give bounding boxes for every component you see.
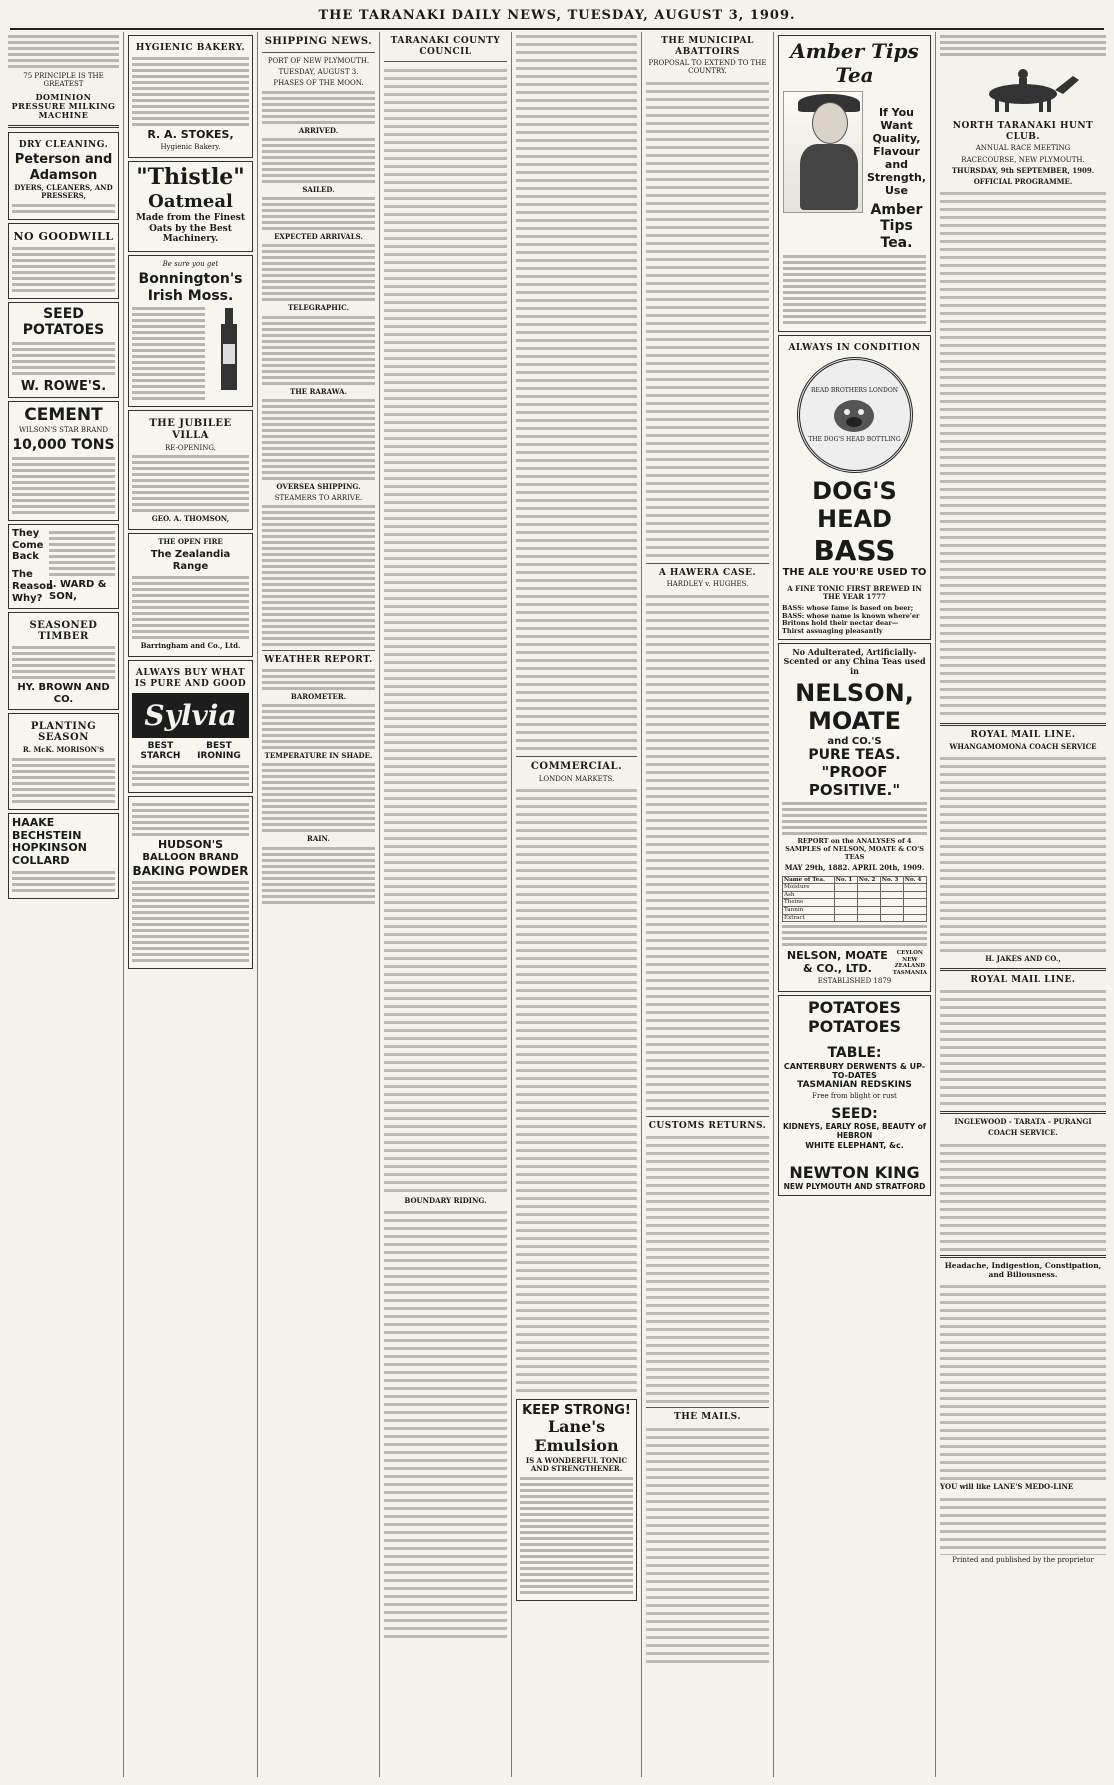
thistle-oatmeal-ad xyxy=(128,161,253,252)
hawera-sub: HARDLEY v. HUGHES. xyxy=(666,580,749,589)
customs-text xyxy=(646,1133,769,1403)
customs-heading: CUSTOMS RETURNS. xyxy=(648,1120,767,1131)
table-header-cell: Name of Tea. xyxy=(783,876,835,884)
no-goodwill-ad xyxy=(8,223,119,299)
open-fire-heading: THE OPEN FIRE xyxy=(158,537,223,547)
barrington-name: Barringham and Co., Ltd. xyxy=(140,641,241,651)
column-6 xyxy=(642,32,774,1777)
bass-heading: BASS xyxy=(813,533,896,567)
table-cell xyxy=(880,914,903,922)
table-row xyxy=(783,906,927,914)
milking-text xyxy=(8,35,119,68)
lanes-medo: YOU will like LANE'S MEDO-LINE xyxy=(940,1482,1074,1492)
milking-heading: DOMINION PRESSURE MILKING MACHINE xyxy=(11,91,116,121)
royal-mail-heading-2: ROYAL MAIL LINE. xyxy=(970,974,1076,985)
lanes-emulsion-ad xyxy=(516,1399,637,1601)
london-heading: LONDON MARKETS. xyxy=(538,774,615,783)
column-3 xyxy=(258,32,380,1777)
table-cell xyxy=(903,906,926,914)
table-cell: Ash xyxy=(783,891,835,899)
tons-heading: 10,000 TONS xyxy=(12,437,115,454)
no-adulterated: No Adulterated, Artificially-Scented or any China Teas used in xyxy=(783,646,926,676)
race-date: THURSDAY, 9th SEPTEMBER, 1909. xyxy=(951,165,1095,175)
table-cell xyxy=(903,891,926,899)
piano-brand-3: HOPKINSON xyxy=(12,841,87,855)
masthead xyxy=(10,8,1104,30)
dogs-head-bottling: THE DOG'S HEAD BOTTLING xyxy=(808,436,901,444)
seed-potatoes-ad xyxy=(8,302,119,398)
hawera-text xyxy=(646,592,769,1112)
racecourse: RACECOURSE, NEW PLYMOUTH. xyxy=(961,155,1085,164)
pure-teas: PURE TEAS. xyxy=(808,747,901,764)
masthead-title: THE TARANAKI DAILY NEWS, TUESDAY, AUGUST 3, 1909. xyxy=(318,8,796,23)
horse-and-rider-icon xyxy=(940,62,1106,112)
royal-mail-text xyxy=(940,987,1106,1107)
proposal-heading: PROPOSAL TO EXTEND TO THE COUNTRY. xyxy=(648,59,767,76)
jubilee-heading: THE JUBILEE VILLA xyxy=(149,418,232,441)
hudsons-heading: HUDSON'S xyxy=(157,837,224,851)
they-come-back: They Come Back xyxy=(12,527,44,563)
table-header-cell: No. 2 xyxy=(857,876,880,884)
mails-text xyxy=(646,1425,769,1665)
column-5 xyxy=(512,32,642,1777)
meeting-heading: ANNUAL RACE MEETING xyxy=(975,144,1071,153)
established: ESTABLISHED 1879 xyxy=(817,977,892,986)
coach-heading: COACH SERVICE. xyxy=(988,1128,1058,1138)
printed-line: Printed and published by the proprietor xyxy=(952,1555,1094,1564)
column-1 xyxy=(4,32,124,1777)
balloon-brand: BALLOON BRAND xyxy=(142,851,239,863)
bonnington-ad xyxy=(128,255,253,407)
table-cell xyxy=(880,899,903,907)
always-condition: ALWAYS IN CONDITION xyxy=(788,342,921,353)
headache-heading: Headache, Indigestion, Constipation, and Biliousness. xyxy=(944,1260,1102,1279)
column-7 xyxy=(774,32,936,1777)
table-cell xyxy=(857,899,880,907)
bass-ad xyxy=(778,335,931,640)
ceylon: CEYLON NEW ZEALAND TASMANIA xyxy=(892,950,928,976)
table-cell xyxy=(834,914,857,922)
fine-tonic: A FINE TONIC FIRST BREWED IN THE YEAR 1777 xyxy=(787,583,922,601)
inglewood-heading: INGLEWOOD - TARATA - PURANGI xyxy=(954,1117,1092,1127)
table-cell xyxy=(857,914,880,922)
continued-article-text xyxy=(516,32,637,752)
mails-heading: THE MAILS. xyxy=(674,1412,741,1423)
sylvia-banner xyxy=(132,693,249,738)
table-header-cell: No. 3 xyxy=(880,876,903,884)
seasoned-timber-heading: SEASONED TIMBER xyxy=(29,619,98,643)
piano-brand-2: BECHSTEIN xyxy=(12,828,82,842)
overseas-heading: OVERSEA SHIPPING. xyxy=(276,481,361,491)
piano-brand-4: COLLARD xyxy=(12,854,70,868)
jakes-name: H. JAKES AND CO., xyxy=(985,954,1061,964)
free-blight: Free from blight or rust xyxy=(812,1092,897,1101)
programme-heading: OFFICIAL PROGRAMME. xyxy=(973,177,1073,187)
pianos-ad xyxy=(8,813,119,900)
column-8 xyxy=(936,32,1110,1777)
planting-heading: PLANTING SEASON xyxy=(30,720,97,744)
column-2 xyxy=(124,32,258,1777)
no-goodwill-heading: NO GOODWILL xyxy=(13,229,114,243)
the-reason-why: The Reason Why? xyxy=(12,569,54,604)
table-row xyxy=(783,884,927,892)
whanga-heading: WHANGAMOMONA COACH SERVICE xyxy=(949,742,1097,752)
potatoes-ad xyxy=(778,995,931,1195)
amber-heading: Amber Tips Tea xyxy=(790,39,919,87)
thistle-heading: "Thistle" xyxy=(136,163,245,190)
bass-line-4: Thirst assuaging pleasantly xyxy=(782,627,883,636)
stokes-name: R. A. STOKES, xyxy=(147,127,234,141)
abattoirs-heading: THE MUNICIPAL ABATTOIRS xyxy=(661,36,754,57)
programme-text xyxy=(940,189,1106,719)
report-heading: REPORT on the ANALYSES of 4 SAMPLES of NELSON, MOATE & CO'S TEAS xyxy=(785,837,924,861)
redskins: TASMANIAN REDSKINS xyxy=(797,1080,912,1091)
wilsons-brand: WILSON'S STAR BRAND xyxy=(18,425,109,434)
stokes-sub: Hygienic Bakery. xyxy=(160,142,221,151)
best-starch: BEST STARCH xyxy=(140,740,181,762)
nelson-moate-ad xyxy=(778,643,931,993)
temperature-heading: TEMPERATURE IN SHADE. xyxy=(264,751,373,761)
table-row xyxy=(783,914,927,922)
proof-positive: "PROOF POSITIVE." xyxy=(808,762,901,799)
keep-strong: KEEP STRONG! xyxy=(522,1403,631,1419)
hawera-heading: A HAWERA CASE. xyxy=(658,567,757,578)
table-cell xyxy=(880,891,903,899)
derwents: CANTERBURY DERWENTS & UP-TO-DATES xyxy=(783,1061,926,1080)
commercial-text xyxy=(516,786,637,1396)
ward-name: J. WARD & SON, xyxy=(49,578,107,602)
peterson-name: Peterson and Adamson xyxy=(14,152,113,183)
analysis-table xyxy=(782,876,927,923)
table-cell xyxy=(880,906,903,914)
seasoned-timber-ad xyxy=(8,612,119,710)
newton-king: NEWTON KING xyxy=(789,1162,920,1182)
sailed-heading: SAILED. xyxy=(302,184,335,194)
royal-mail-heading: ROYAL MAIL LINE. xyxy=(970,730,1076,741)
table-cell: Extract xyxy=(783,914,835,922)
dry-cleaning-heading: DRY CLEANING. xyxy=(18,139,109,150)
lanes-tonic: IS A WONDERFUL TONIC AND STRENGTHENER. xyxy=(525,1456,628,1474)
table-cell xyxy=(857,884,880,892)
cement-heading: CEMENT xyxy=(24,404,103,425)
table-row xyxy=(783,891,927,899)
hudsons-ad xyxy=(128,796,253,969)
shipping-date: TUESDAY, AUGUST 3. xyxy=(278,68,359,77)
bass-line-3: Britons hold their nectar dear— xyxy=(782,619,899,628)
best-ironing: BEST IRONING xyxy=(197,740,241,762)
lady-illustration-icon xyxy=(783,91,863,213)
boundary-article-text xyxy=(384,1208,507,1638)
white-elephant: WHITE ELEPHANT, &c. xyxy=(805,1140,904,1150)
seed-potatoes-heading: SEED POTATOES xyxy=(22,305,105,339)
zealandia-ad xyxy=(128,533,253,657)
planting-season-ad xyxy=(8,713,119,810)
bass-line-1: BASS: whose fame is based on beer; xyxy=(782,604,914,613)
council-heading: TARANAKI COUNTY COUNCIL xyxy=(390,36,501,57)
bass-line-2: BASS: whose name is known where'er xyxy=(782,611,920,620)
np-stratford: NEW PLYMOUTH AND STRATFORD xyxy=(783,1181,926,1191)
phases-heading: PHASES OF THE MOON. xyxy=(273,79,364,88)
bottle-illustration-icon xyxy=(209,304,249,394)
seed-word: SEED: xyxy=(831,1106,878,1123)
table-cell xyxy=(834,884,857,892)
dry-cleaning-ad xyxy=(8,132,119,220)
lanes-medo-text xyxy=(940,1495,1106,1555)
hunt-club-heading: NORTH TARANAKI HUNT CLUB. xyxy=(952,121,1094,142)
be-sure-text: Be sure you get xyxy=(162,259,219,268)
port-heading: PORT OF NEW PLYMOUTH. xyxy=(267,56,370,65)
potatoes-heading: POTATOES POTATOES xyxy=(807,998,902,1037)
table-cell: Tannin xyxy=(783,906,835,914)
rarawa-heading: THE RARAWA. xyxy=(289,386,348,396)
oatmeal-heading: Oatmeal xyxy=(148,190,233,212)
hygienic-bakery-ad xyxy=(128,35,253,158)
hygienic-heading: HYGIENIC BAKERY. xyxy=(135,43,246,53)
shipping-heading: SHIPPING NEWS. xyxy=(264,36,373,47)
piano-brand-1: HAAKE xyxy=(12,815,55,829)
commercial-heading: COMMERCIAL. xyxy=(530,761,623,772)
table-header-cell: No. 1 xyxy=(834,876,857,884)
nelson-footer: NELSON, MOATE & CO., LTD. xyxy=(786,949,888,976)
bulldog-logo-icon xyxy=(797,357,913,473)
weather-heading: WEATHER REPORT. xyxy=(264,655,373,666)
bonnington-heading: Bonnington's Irish Moss. xyxy=(138,271,243,304)
cement-ad xyxy=(8,401,119,521)
milking-tag: 75 PRINCIPLE IS THE GREATEST xyxy=(23,72,104,89)
brown-name: HY. BROWN AND CO. xyxy=(17,682,110,705)
and-cos: and CO.'S xyxy=(827,735,882,747)
nelson-moate-heading: NELSON, MOATE xyxy=(795,679,914,736)
abattoirs-text xyxy=(646,79,769,559)
always-buy-heading: ALWAYS BUY WHAT IS PURE AND GOOD xyxy=(134,668,247,689)
sylvia-starch-ad xyxy=(128,660,253,792)
report-dates: MAY 29th, 1882. APRIL 20th, 1909. xyxy=(784,863,925,873)
table-row xyxy=(783,899,927,907)
arrived-heading: ARRIVED. xyxy=(298,125,339,135)
table-word: TABLE: xyxy=(827,1045,882,1062)
read-brothers: READ BROTHERS LONDON xyxy=(810,387,899,394)
table-cell xyxy=(857,906,880,914)
baking-powder: BAKING POWDER xyxy=(132,863,249,878)
table-cell xyxy=(857,891,880,899)
thomson-name: GEO. A. THOMSON, xyxy=(151,513,230,523)
ale-used: THE ALE YOU'RE USED TO xyxy=(782,566,927,578)
council-article-text xyxy=(384,66,507,1196)
table-cell xyxy=(903,884,926,892)
column-4 xyxy=(380,32,512,1777)
table-cell xyxy=(834,891,857,899)
table-header-cell: No. 4 xyxy=(903,876,926,884)
dogs-head-heading: DOG'S HEAD xyxy=(812,477,897,534)
sylvia-logo: Sylvia xyxy=(144,698,237,732)
zealandia-heading: The Zealandia Range xyxy=(150,549,231,573)
table-cell xyxy=(903,899,926,907)
barometer-heading: BAROMETER. xyxy=(290,691,347,701)
table-cell: Moisture xyxy=(783,884,835,892)
amber-tips-tea: Amber Tips Tea. xyxy=(870,201,923,251)
steamers-heading: STEAMERS TO ARRIVE. xyxy=(274,494,363,503)
headache-text xyxy=(940,1282,1106,1482)
inglewood-text xyxy=(940,1141,1106,1251)
telegraphic-heading: TELEGRAPHIC. xyxy=(287,303,350,313)
jubilee-sub: RE-OPENING. xyxy=(164,443,217,452)
amber-tips-ad xyxy=(778,35,931,332)
peterson-sub: DYERS, CLEANERS, AND PRESSERS, xyxy=(14,183,113,201)
table-cell xyxy=(834,899,857,907)
rowes-name: W. ROWE'S. xyxy=(20,378,107,394)
table-cell xyxy=(903,914,926,922)
table-cell xyxy=(880,884,903,892)
jubilee-villa-ad xyxy=(128,410,253,530)
morison-name: R. McK. MORISON'S xyxy=(22,745,105,755)
rain-heading: RAIN. xyxy=(307,834,330,844)
lanes-heading: Lane's Emulsion xyxy=(534,1417,619,1456)
ward-ad xyxy=(8,524,119,609)
kidneys: KIDNEYS, EARLY ROSE, BEAUTY of HEBRON xyxy=(782,1121,927,1140)
expected-heading: EXPECTED ARRIVALS. xyxy=(274,232,363,242)
table-cell xyxy=(834,906,857,914)
boundary-heading: BOUNDARY RIDING. xyxy=(404,1196,487,1206)
if-you-want: If You Want Quality, Flavour and Strength, Use xyxy=(866,106,926,197)
whanga-text xyxy=(940,754,1106,954)
table-cell: Theine xyxy=(783,899,835,907)
finest-oats: Made from the Finest Oats by the Best Machinery. xyxy=(135,213,246,245)
